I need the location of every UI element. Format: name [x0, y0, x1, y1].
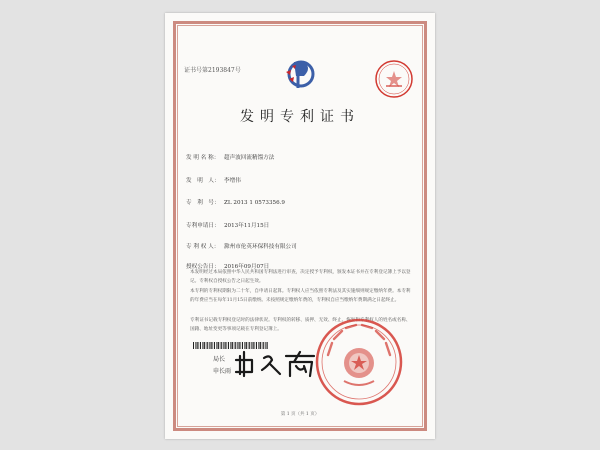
- field-patent-number: [186, 198, 285, 206]
- field-label: 专利申请日：: [186, 223, 220, 229]
- field-label: 授权公告日：: [186, 264, 220, 270]
- field-label: 发 明 名 称：: [186, 155, 220, 161]
- page-indicator: 第 1 页（共 1 页）: [280, 412, 320, 417]
- handwritten-signature-icon: [234, 348, 324, 378]
- field-value: 滁州市伦英环保科技有限公司: [224, 244, 297, 250]
- field-label: 专 利 号：: [186, 200, 220, 206]
- body-paragraph-2: 本专利的专利权期限为二十年，自申请日起算。专利权人应当依照专利法及其实施细则规定缴纳年费。本专利的年费应当在每年11月15日前缴纳。未按照规定缴纳年费的，专利权自应当缴纳年费期满之日起终止。: [190, 289, 411, 304]
- body-paragraph-3: 专利证书记载专利权登记时的法律状况。专利权的转移、质押、无效、终止、恢复和专利权人的姓名或名称、国籍、地址变更等事项记载在专利登记簿上。: [190, 318, 411, 333]
- field-value: 2016年09月07日: [224, 264, 270, 270]
- field-inventor: [186, 176, 241, 184]
- field-value: 超声波回流精馏方法: [224, 155, 275, 161]
- red-seal-top-icon: [374, 59, 414, 99]
- field-value: 2013年11月15日: [224, 223, 270, 229]
- field-application-date: [186, 221, 269, 229]
- field-label: 专 利 权 人：: [186, 244, 220, 250]
- sipo-logo-icon: [282, 58, 316, 90]
- document-title: 发明专利证书: [240, 109, 360, 125]
- field-invention-name: [186, 153, 274, 161]
- field-value: 李增伟: [224, 178, 241, 184]
- signer-name: 申长雨: [213, 368, 232, 375]
- field-patentee: [186, 242, 297, 250]
- certificate-number: 证书号第2193847号: [184, 67, 241, 74]
- certificate-paper: [165, 13, 435, 439]
- field-label: 发 明 人：: [186, 178, 220, 184]
- field-value: ZL 2013 1 0573356.9: [224, 200, 285, 206]
- body-paragraph-1: 本发明经过本局依照中华人民共和国专利法进行审查，决定授予专利权，颁发本证书并在专利登记簿上予以登记。专利权自授权公告之日起生效。: [190, 270, 411, 285]
- signer-title: 局长: [213, 356, 226, 363]
- national-emblem-seal-icon: [314, 317, 404, 407]
